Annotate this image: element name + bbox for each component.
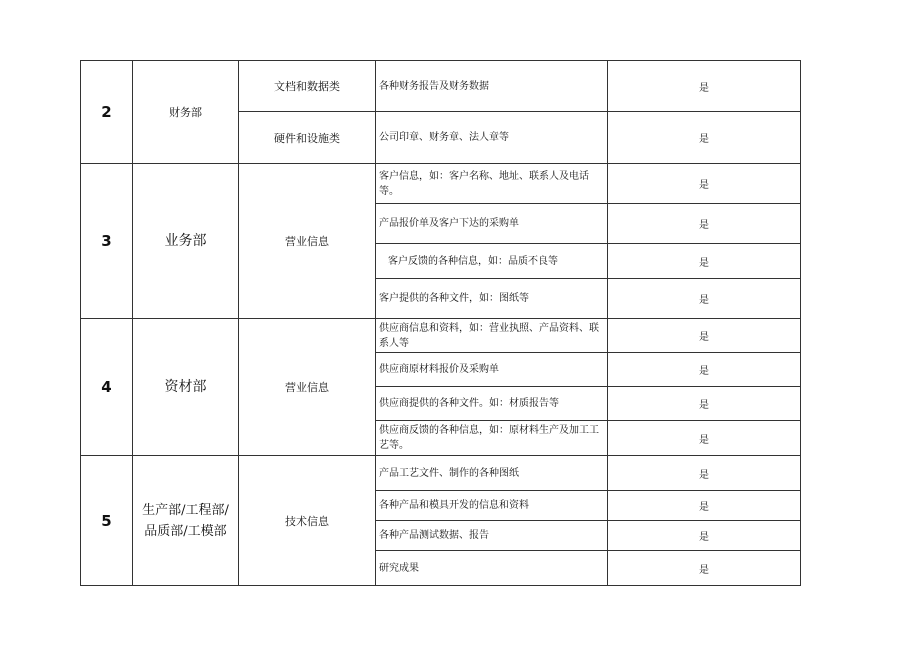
info-description: 供应商信息和资料，如：营业执照、产品资料、联系人等: [376, 319, 608, 353]
confidential-mark: 是: [608, 244, 801, 279]
category: 文档和数据类: [239, 61, 376, 112]
info-description: 公司印章、财务章、法人章等: [376, 112, 608, 164]
confidential-mark: 是: [608, 456, 801, 491]
confidential-mark: 是: [608, 521, 801, 551]
info-description: 各种产品测试数据、报告: [376, 521, 608, 551]
category: 营业信息: [239, 164, 376, 319]
info-description: 供应商反馈的各种信息，如：原材料生产及加工工艺等。: [376, 421, 608, 456]
confidential-mark: 是: [608, 491, 801, 521]
confidential-mark: 是: [608, 61, 801, 112]
info-description: 产品报价单及客户下达的采购单: [376, 204, 608, 244]
category: 硬件和设施类: [239, 112, 376, 164]
info-description: 各种财务报告及财务数据: [376, 61, 608, 112]
confidential-mark: 是: [608, 387, 801, 421]
confidential-mark: 是: [608, 279, 801, 319]
info-description: 客户反馈的各种信息，如：品质不良等: [376, 244, 608, 279]
info-description: 供应商原材料报价及采购单: [376, 353, 608, 387]
confidential-mark: 是: [608, 112, 801, 164]
confidential-mark: 是: [608, 164, 801, 204]
info-description: 产品工艺文件、制作的各种图纸: [376, 456, 608, 491]
info-description: 供应商提供的各种文件。如：材质报告等: [376, 387, 608, 421]
department-name: 资材部: [133, 319, 239, 456]
confidential-info-table: [80, 60, 801, 586]
confidential-mark: 是: [608, 353, 801, 387]
department-name: 业务部: [133, 164, 239, 319]
category: 技术信息: [239, 456, 376, 586]
group-number: 3: [81, 164, 133, 319]
group-number: 4: [81, 319, 133, 456]
info-description: 各种产品和模具开发的信息和资料: [376, 491, 608, 521]
group-number: 2: [81, 61, 133, 164]
group-number: 5: [81, 456, 133, 586]
confidential-mark: 是: [608, 319, 801, 353]
department-name: 财务部: [133, 61, 239, 164]
confidential-mark: 是: [608, 204, 801, 244]
info-description: 客户信息，如：客户名称、地址、联系人及电话等。: [376, 164, 608, 204]
confidential-mark: 是: [608, 551, 801, 586]
category: 营业信息: [239, 319, 376, 456]
department-name: 生产部/工程部/品质部/工模部: [133, 456, 239, 586]
info-description: 客户提供的各种文件，如：图纸等: [376, 279, 608, 319]
confidential-mark: 是: [608, 421, 801, 456]
info-description: 研究成果: [376, 551, 608, 586]
